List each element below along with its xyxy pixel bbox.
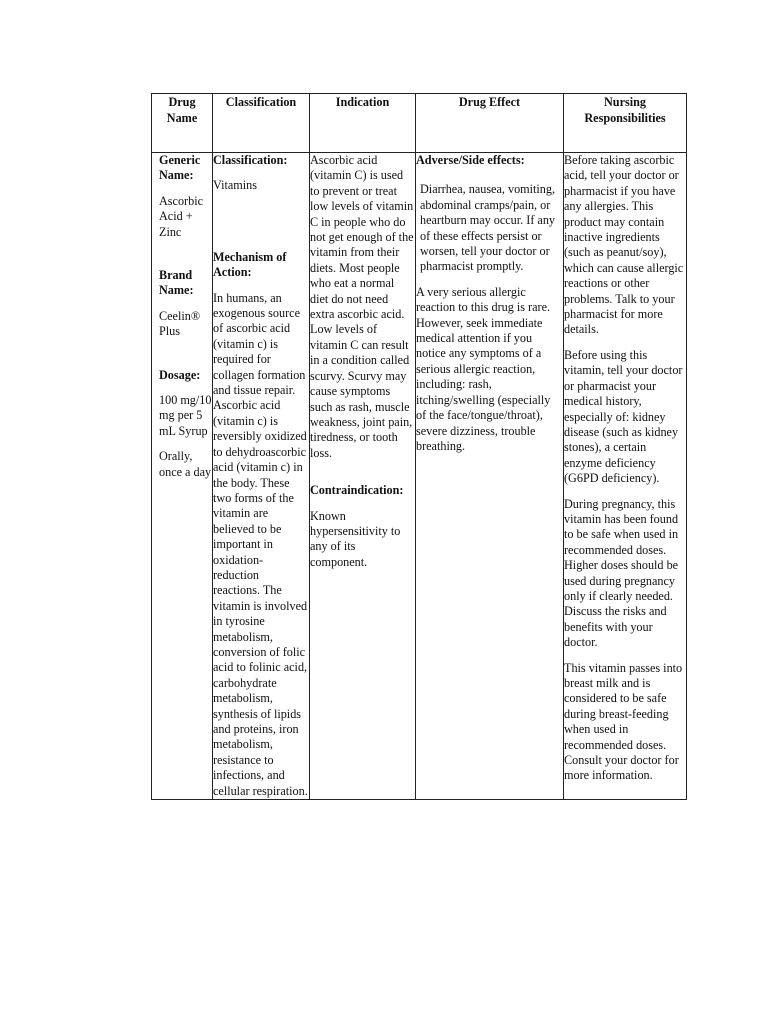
contraindication-label: Contraindication: [310,483,404,498]
classification-cell [213,153,310,800]
header-drug-name: Drug Name [152,94,213,153]
generic-name-label: Generic Name: [159,153,201,183]
dosage-value: 100 mg/10 mg per 5 mL Syrup [159,393,212,438]
classification-value: Vitamins [213,178,257,193]
nursing-history-text: Before using this vitamin, tell your doctor or pharmacist your medical history, especially of: kidney disease (such as kidney stones), a certain enzyme deficiency (G6PD deficiency). [564,347,683,486]
nursing-responsibilities-cell [564,153,687,800]
allergic-reaction-text: A very serious allergic reaction to this drug is rare. However, seek immediate medical attention if you notice any symptoms of a serious allergic reaction, including: rash, itching/swelling (especially of the face/tongue/throat), severe dizziness, trouble breathing. [416,284,551,453]
indication-text: Ascorbic acid (vitamin C) is used to prevent or treat low levels of vitamin C in people who do not get enough of the vitamin from their diets. Most people who eat a normal diet do not need extra ascorbic acid. Low levels of vitamin C can result in a condition called scurvy. Scurvy may cause symptoms such as rash, muscle weakness, joint pain, tiredness, or tooth loss. [310,153,414,460]
nursing-allergies-text: Before taking ascorbic acid, tell your doctor or pharmacist if you have any allergies. This product may contain inactive ingredients (such as peanut/soy), which can cause allergic reactions or other problems. Talk to your pharmacist for more details. [564,153,684,337]
header-drug-effect: Drug Effect [416,94,564,153]
adverse-effects-text: Diarrhea, nausea, vomiting, abdominal cramps/pain, or heartburn may occur. If any of these effects persist or worsen, tell your doctor or pharmacist promptly. [420,182,556,274]
mechanism-of-action-text: In humans, an exogenous source of ascorbic acid (vitamin c) is required for collagen formation and tissue repair. Ascorbic acid (vitamin c) is reversibly oxidized to dehydroascorbic acid (vitamin c) in the body. These two forms of the vitamin are believed to be important in oxidation-reduction reactions. The vitamin is involved in tyrosine metabolism, conversion of folic acid to folinic acid, carbohydrate metabolism, synthesis of lipids and proteins, iron metabolism, resistance to infections, and cellular respiration. [213,290,308,798]
dosage-label: Dosage: [159,367,201,382]
header-indication: Indication [310,94,416,153]
route-frequency: Orally, once a day [159,449,212,479]
table-row [152,153,687,800]
indication-cell [310,153,416,800]
drug-study-table [151,93,687,800]
brand-name-label: Brand Name: [159,268,194,298]
drug-name-cell [152,153,213,800]
generic-name-value: Ascorbic Acid + Zinc [159,193,203,239]
mechanism-of-action-label: Mechanism of Action: [213,249,287,280]
contraindication-text: Known hypersensitivity to any of its component. [310,508,401,569]
table-header-row [152,94,687,153]
nursing-breastfeeding-text: This vitamin passes into breast milk and is considered to be safe during breast-feeding when used in recommended doses. Consult your doctor for more information. [564,660,683,783]
adverse-effects-label: Adverse/Side effects: [416,153,525,167]
header-nursing-responsibilities: Nursing Responsibilities [564,94,687,153]
brand-name-value: Ceelin® Plus [159,308,201,339]
header-classification: Classification [213,94,310,153]
classification-label: Classification: [213,153,288,167]
drug-effect-cell [416,153,564,800]
nursing-pregnancy-text: During pregnancy, this vitamin has been found to be safe when used in recommended doses. Higher doses should be used during pregnancy only if clearly needed. Discuss the risks and benefits with your doctor. [564,496,679,650]
